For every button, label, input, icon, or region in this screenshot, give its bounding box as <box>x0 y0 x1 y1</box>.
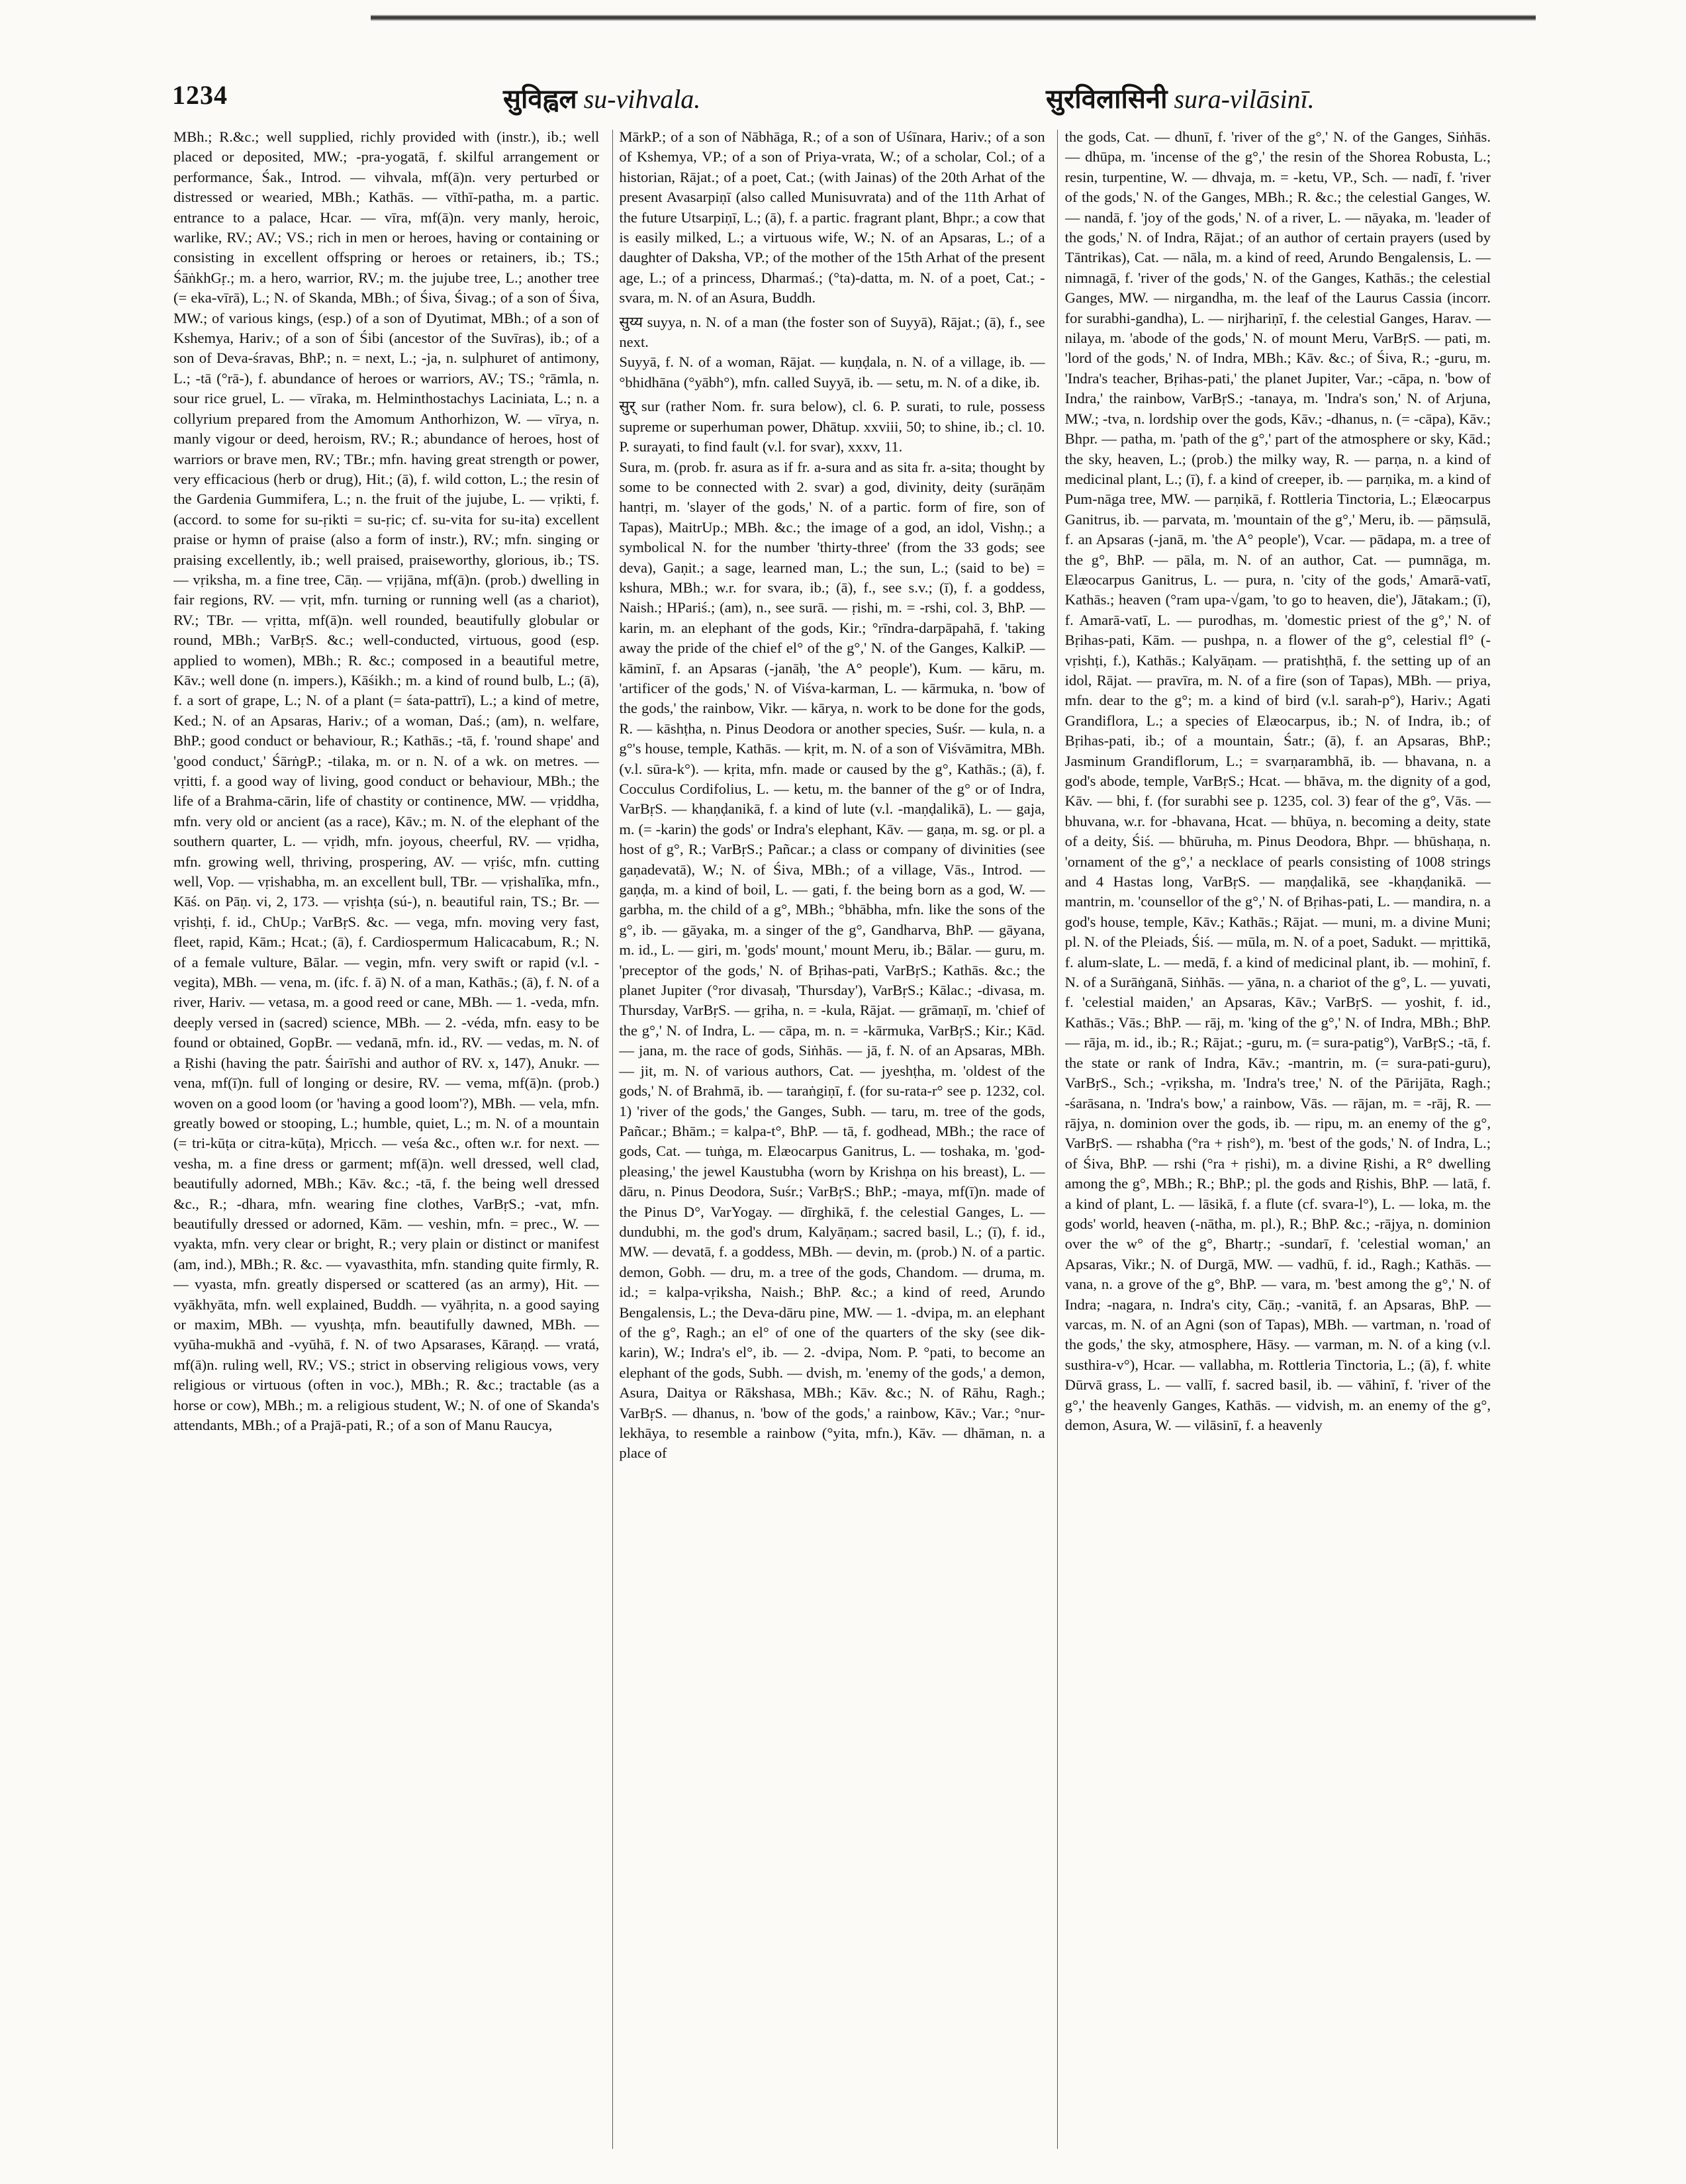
column-1-paragraph: MBh.; R.&c.; well supplied, richly provided with (instr.), ib.; well placed or deposited, MW.; -pra-yogatā, f. skilful arrangement or performance, Śak., Introd. — vihvala, mf(ā)n. very perturbed or distressed or wearied, MBh.; Kathās. — vīthī-patha, m. a partic. entrance to a palace, Hcar. — vīra, mf(ā)n. very manly, heroic, warlike, RV.; AV.; VS.; rich in men or heroes, having or containing or consisting in excellent offspring or heroes or retainers, ib.; TS.; ŚāṅkhGṛ.; m. a hero, warrior, RV.; m. the jujube tree, L.; another tree (= eka-vīrā), L.; N. of Skanda, MBh.; of Śiva, Śivag.; of a son of Śiva, MW.; of various kings, (esp.) of a son of Dyutimat, MBh.; of a son of Kshemya, Hariv.; of a son of Śibi (ancestor of the Suvīras), ib.; of a son of Deva-śravas, BhP.; n. = next, L.; -ja, n. sulphuret of antimony, L.; -tā (°rā-), f. abundance of heroes or warriors, AV.; TS.; °rāmla, n. sour rice gruel, L. — vīraka, m. Helminthostachys Laciniata, L.; n. a collyrium prepared from the Amomum Anthorhizon, W. — vīrya, n. manly vigour or deed, heroism, RV.; R.; abundance of heroes, host of warriors or brave men, RV.; TBr.; mfn. having great strength or power, very efficacious (herb or drug), Hit.; (ā), f. wild cotton, L.; the resin of the Gardenia Gummifera, L.; n. the fruit of the jujube, L. — vṛikti, f. (accord. to some for su-ṛikti = su-ṛic; cf. su-vita for su-ita) excellent praise or hymn of praise (also a form of instr.), RV.; mfn. singing or praising excellently, ib.; well praised, praiseworthy, glorious, ib.; TS. — vṛiksha, m. a fine tree, Cāṇ. — vṛijāna, mf(ā)n. (prob.) dwelling in fair regions, RV. — vṛit, mfn. turning or running well (as a chariot), RV.; TBr. — vṛitta, mf(ā)n. well rounded, beautifully globular or round, MBh.; VarBṛS. &c.; well-conducted, virtuous, good (esp. applied to women), MBh.; R. &c.; composed in a beautiful metre, Kāv.; well done (n. impers.), Kāśikh.; m. a kind of round bulb, L.; (ā), f. a sort of grape, L.; N. of a plant (= śata-pattrī), L.; a kind of metre, Ked.; N. of an Apsaras, Hariv.; of a woman, Daś.; (am), n. welfare, BhP.; good conduct or behaviour, R.; Kathās.; -tā, f. 'round shape' and 'good conduct,' ŚārṅgP.; -tilaka, m. or n. N. of a wk. on metres. — vṛitti, f. a good way of living, good conduct or behaviour, MBh.; the life of a Brahma-cārin, life of chastity or continence, MW. — vṛiddha, mfn. very old or ancient (as a race), Kāv.; m. N. of the elephant of the southern quarter, L. — vṛidh, mfn. joyous, cheerful, RV. — vṛidha, mfn. growing well, thriving, prospering, AV. — vṛiśc, mfn. cutting well, Vop. — vṛishabha, m. an excellent bull, TBr. — vṛishalīka, mfn., Kāś. on Pāṇ. vi, 2, 173. — vṛishṭa (sú-), n. beautiful rain, TS.; Br. — vṛishṭi, f. id., ChUp.; VarBṛS. &c. — vega, mfn. moving very fast, fleet, rapid, Kām.; Hcat.; (ā), f. Cardiospermum Halicacabum, R.; N. of a female vulture, Bālar. — vegin, mfn. very swift or rapid (v.l. -vegita), MBh. — vena, m. (ifc. f. ā) N. of a man, Kathās.; (ā), f. N. of a river, Hariv. — vetasa, m. a good reed or cane, MBh. — 1. -veda, mfn. deeply versed in (sacred) science, MBh. — 2. -véda, mfn. easy to be found or obtained, GopBr. — vedanā, mfn. id., RV. — vedas, m. N. of a Ṛishi (having the patr. Śairīshi and author of RV. x, 147), Anukr. — vena, mf(ī)n. full of longing or desire, RV. — vema, mf(ā)n. (prob.) woven on a good loom (or 'having a good loom'?), MBh. — vela, mfn. greatly bowed or stooping, L.; humble, quiet, L.; m. N. of a mountain (= tri-kūṭa or citra-kūṭa), Mṛicch. — veśa &c., often w.r. for next. — vesha, m. a fine dress or garment; mf(ā)n. well dressed, well clad, beautifully adorned, MBh.; Kāv. &c.; -tā, f. the being well dressed &c., R.; -dhara, mfn. wearing fine clothes, VarBṛS.; -vat, mfn. beautifully dressed or adorned, Kām. — veshin, mfn. = prec., W. — vyakta, mfn. very clear or bright, R.; very plain or distinct or manifest (am, ind.), MBh.; R. &c. — vyavasthita, mfn. standing quite firmly, R. — vyasta, mfn. greatly dispersed or scattered (as an army), Hit. — vyākhyāta, mfn. well explained, Buddh. — vyāhṛita, n. a good saying or maxim, MBh. — vyushṭa, mfn. beautifully dawned, MBh. — vyūha-mukhā and -vyūhā, f. N. of two Apsarases, Kāraṇḍ. — vratá, mf(ā)n. ruling well, RV.; VS.; strict in observing religious vows, very religious or virtuous (often in voc.), MBh.; R. &c.; tractable (as a horse or cow), MBh.; m. a religious student, W.; N. of one of Skanda's attendants, MBh.; of a Prajā-pati, R.; of a son of Manu Raucya, <box>173 128 600 1433</box>
entry-sur: सुर् sur (rather Nom. fr. sura below), cl. 6. P. surati, to rule, possess supreme or superhuman power, Dhātup. xxviii, 50; to shine, ib.; cl. 10. P. surayati, to find fault (v.l. for svar), xxxv, 11. <box>619 398 1045 455</box>
page-number: 1234 <box>172 80 228 110</box>
column-3 <box>1065 127 1491 2153</box>
header-right-devanagari: सुरविलासिनी <box>1046 84 1168 114</box>
entry-sura: Sura, m. (prob. fr. asura as if fr. a-sura and as sita fr. a-sita; thought by some to be connected with 2. svar) a god, divinity, deity (surāṇām hantṛi, m. 'slayer of the gods,' N. of a partic. form of fire, son of Tapas), MaitrUp.; MBh. &c.; the image of a god, an idol, Vishṇ.; a symbolical N. for the number 'thirty-three' (from the 33 gods; see deva), Gaṇit.; a sage, learned man, L.; the sun, L.; (said to be) = kshura, MBh.; w.r. for svara, ib.; (ā), f., see s.v.; (ī), f. a goddess, Naish.; HPariś.; (am), n., see surā. — ṛishi, m. = -rshi, col. 3, BhP. — karin, m. an elephant of the gods, Kir.; °rīndra-darpāpahā, f. 'taking away the pride of the chief el° of the g°,' N. of the Ganges, KalkiP. — kāminī, f. an Apsaras (-janāḥ, 'the A° people'), Kum. — kāru, m. 'artificer of the gods,' N. of Viśva-karman, L. — kārmuka, n. 'bow of the gods,' the rainbow, Vikr. — kārya, n. work to be done for the gods, R. — kāshṭha, n. Pinus Deodora or another species, Suśr. — kula, n. a g°'s house, temple, Kathās. — kṛit, m. N. of a son of Viśvāmitra, MBh. (v.l. sūra-k°). — kṛita, mfn. made or caused by the g°, Kathās.; (ā), f. Cocculus Cordifolius, L. — ketu, m. the banner of the g° or of Indra, VarBṛS. — khaṇḍanikā, f. a kind of lute (v.l. -maṇḍalikā), L. — gaja, m. (= -karin) the gods' or Indra's elephant, Kāv. — gaṇa, m. sg. or pl. a host of g°, R.; VarBṛS.; Pañcar.; a class or company of divinities (see gaṇadevatā), W.; N. of Śiva, MBh.; of a village, Vās., Introd. — gaṇḍa, m. a kind of boil, L. — gati, f. the being born as a god, W. — garbha, m. the child of a g°, MBh.; °bhābha, mfn. like the sons of the g°, ib. — gāyaka, m. a singer of the g°, Gandharva, BhP. — gāyana, m. id., L. — giri, m. 'gods' mount,' mount Meru, ib.; Bālar. — guru, m. 'preceptor of the gods,' N. of Bṛihas-pati, VarBṛS.; Kathās. &c.; the planet Jupiter (°ror divasaḥ, 'Thursday'), VarBṛS.; Kālac.; -divasa, m. Thursday, VarBṛS. — gṛiha, n. = -kula, Rājat. — grāmaṇī, m. 'chief of the g°,' N. of Indra, L. — cāpa, m. n. = -kārmuka, VarBṛS.; Kir.; Kād. — jana, m. the race of gods, Siṅhās. — jā, f. N. of an Apsaras, MBh. — jit, m. N. of various authors, Cat. — jyeshṭha, m. 'oldest of the gods,' N. of Brahmā, ib. — taraṅgiṇī, f. (for su-rata-r° see p. 1232, col. 1) 'river of the gods,' the Ganges, Subh. — taru, m. tree of the gods, Pañcar.; Bhām.; = kalpa-t°, BhP. — tā, f. godhead, MBh.; the race of gods, Cat. — tuṅga, m. Elæocarpus Ganitrus, L. — toshaka, m. 'god-pleasing,' the jewel Kaustubha (worn by Krishṇa on his breast), L. — dāru, n. Pinus Deodora, Suśr.; VarBṛS.; BhP.; -maya, mf(ī)n. made of the Pinus D°, VarYogay. — dīrghikā, f. the celestial Ganges, L. — dundubhi, m. the god's drum, Kalyāṇam.; sacred basil, L.; (ī), f. id., MW. — devatā, f. a goddess, MBh. — devin, m. (prob.) N. of a partic. demon, Gobh. — dru, m. a tree of the gods, Chandom. — druma, m. id.; = kalpa-vṛiksha, Naish.; BhP. &c.; a kind of reed, Arundo Bengalensis, L.; the Deva-dāru pine, MW. — 1. -dvipa, m. an elephant of the g°, Ragh.; an el° of one of the quarters of the sky (see dik-karin), W.; Indra's el°, ib. — 2. -dvipa, Nom. P. °pati, to become an elephant of the gods, Subh. — dvish, m. 'enemy of the gods,' a demon, Asura, Daitya or Rākshasa, MBh.; Kāv. &c.; N. of Rāhu, Ragh.; VarBṛS. — dhanus, n. 'bow of the gods,' a rainbow, Kāv.; Var.; °nur-lekhāya, to resemble a rainbow (°yita, mfn.), Kāv. — dhāman, n. a place of <box>619 458 1045 1462</box>
dictionary-columns <box>173 127 1491 2153</box>
header-left-devanagari: सुविह्वल <box>503 84 577 114</box>
header-right-headword <box>1046 79 1315 116</box>
page-header <box>172 79 1496 119</box>
header-left-headword <box>503 79 700 116</box>
column-2-paragraph: MārkP.; of a son of Nābhāga, R.; of a son of Uśīnara, Hariv.; of a son of Kshemya, VP.; of a son of Priya-vrata, W.; of a scholar, Col.; of a historian, Rājat.; of a poet, Cat.; (with Jainas) of the 20th Arhat of the present Avasarpiṇī (also called Munisuvrata) and of the 11th Arhat of the future Utsarpiṇī, L.; (ā), f. a partic. fragrant plant, Bhpr.; a cow that is easily milked, L.; a virtuous wife, W.; N. of an Apsaras, L.; of a daughter of Daksha, VP.; of the mother of the 15th Arhat of the present age, L.; of a princess, Dharmaś.; (°ta)-datta, m. N. of a poet, Cat.; -svara, m. N. of an Asura, Buddh. <box>619 128 1045 307</box>
column-2 <box>619 127 1045 2153</box>
header-left-iast: su-vihvala. <box>583 84 701 114</box>
entry-suyyaa: Suyyā, f. N. of a woman, Rājat. — kuṇḍala, n. N. of a village, ib. — °bhidhāna (°yābh°), mfn. called Suyyā, ib. — setu, m. N. of a dike, ib. <box>619 354 1045 391</box>
top-rule <box>371 15 1536 21</box>
column-3-paragraph: the gods, Cat. — dhunī, f. 'river of the g°,' N. of the Ganges, Siṅhās. — dhūpa, m. 'incense of the g°,' the resin of the Shorea Robusta, L.; resin, turpentine, W. — dhvaja, m. = -ketu, VP., Sch. — nadī, f. 'river of the gods,' N. of the Ganges, MBh.; R. &c.; the celestial Ganges, W. — nandā, f. 'joy of the gods,' N. of a river, L. — nāyaka, m. 'leader of the gods,' N. of Indra, Rājat.; of an author of certain prayers (used by Tāntrikas), Cat. — nāla, m. a kind of reed, Arundo Bengalensis, L. — nimnagā, f. 'river of the gods,' N. of the Ganges, Kathās.; the celestial Ganges, MW. — nirgandha, m. the leaf of the Laurus Cassia (incorr. for surabhi-gandha), L. — nirjhariṇī, f. the celestial Ganges, Harav. — nilaya, m. 'abode of the gods,' N. of mount Meru, VarBṛS. — pati, m. 'lord of the gods,' N. of Indra, MBh.; Kāv. &c.; of Śiva, R.; -guru, m. 'Indra's teacher, Bṛihas-pati,' the planet Jupiter, Var.; -cāpa, n. 'bow of Indra,' the rainbow, VarBṛS.; -tanaya, m. 'Indra's son,' N. of Arjuna, MW.; -tva, n. lordship over the gods, Kāv.; -dhanus, n. (= -cāpa), Kāv.; Bhpr. — patha, m. 'path of the g°,' part of the atmosphere or sky, Kād.; the sky, heaven, L.; (prob.) the milky way, R. — parṇa, n. a kind of medicinal plant, L.; (ī), f. a kind of creeper, ib. — parṇika, m. a kind of Pum-nāga tree, MW. — parṇikā, f. Rottleria Tinctoria, L.; Elæocarpus Ganitrus, ib. — parvata, m. 'mountain of the g°,' Meru, ib. — pāṃsulā, f. an Apsaras (-janā, m. 'the A° people'), Vcar. — pādapa, m. a tree of the g°, BhP. — pāla, m. N. of an author, Cat. — pumnāga, m. Elæocarpus Ganitrus, L. — pura, n. 'city of the gods,' Amarā-vatī, Kathās.; heaven (°ram upa-√gam, 'to go to heaven, die'), Jātakam.; (ī), f. Amarā-vatī, L. — purodhas, m. 'domestic priest of the g°,' N. of Bṛihas-pati, Kām. — pushpa, n. a flower of the g°, celestial fl° (-vṛishṭi, f.), Kathās.; Kalyāṇam. — pratishṭhā, f. the setting up of an idol, Rājat. — pravīra, m. N. of a fire (son of Tapas), MBh. — priya, mfn. dear to the g°; m. a kind of bird (v.l. sarah-p°), Hariv.; Agati Grandiflora, L.; a species of Elæocarpus, ib.; N. of Indra, ib.; of Bṛihas-pati, ib.; of a mountain, Śatr.; (ā), f. an Apsaras, BhP.; Jasminum Grandiflorum, L.; = svarṇarambhā, ib. — bhavana, n. a god's abode, temple, VarBṛS.; Hcat. — bhāva, m. the dignity of a god, Kāv. — bhi, f. (for surabhi see p. 1235, col. 3) fear of the g°, Vās. — bhuvana, w.r. for -bhavana, Hcat. — bhūya, n. becoming a deity, state of a deity, Śiś. — bhūruha, m. Pinus Deodora, Bhpr. — bhūshaṇa, n. 'ornament of the g°,' a necklace of pearls consisting of 1008 strings and 4 Hastas long, VarBṛS. — maṇḍalikā, see -khaṇḍanikā. — mantrin, m. 'counsellor of the g°,' N. of Bṛihas-pati, L. — mandira, n. a god's house, temple, Kāv.; Kathās.; Rājat. — muni, m. a divine Muni; pl. N. of the Pleiads, Śiś. — mūla, m. N. of a poet, Sadukt. — mṛittikā, f. alum-slate, L. — medā, f. a kind of medicinal plant, ib. — mohinī, f. N. of a Surāṅganā, Siṅhās. — yāna, n. a chariot of the g°, L. — yuvati, f. 'celestial maiden,' an Apsaras, Kāv.; VarBṛS. — yoshit, f. id., Kathās.; Vās.; BhP. — rāj, m. 'king of the g°,' N. of Indra, MBh.; BhP. — rāja, m. id., ib.; R.; Rājat.; -guru, m. (= sura-patig°), VarBṛS.; -tā, f. the state or rank of Indra, Kāv.; -mantrin, m. (= sura-pati-guru), VarBṛS., Sch.; -vṛiksha, m. 'Indra's tree,' N. of the Pārijāta, Ragh.; -śarāsana, n. 'Indra's bow,' a rainbow, Vās. — rājan, m. = -rāj, R. — rājya, n. dominion over the gods, ib. — ripu, m. an enemy of the g°, VarBṛS. — rshabha (°ra + ṛish°), m. 'best of the gods,' N. of Indra, L.; of Śiva, BhP. — rshi (°ra + ṛishi), m. a divine Ṛishi, a R° dwelling among the g°, MBh.; R.; BhP.; pl. the gods and Ṛishis, BhP. — latā, f. a kind of plant, L. — lāsikā, f. a flute (cf. svara-l°), L. — loka, m. the gods' world, heaven (-nātha, m. pl.), R.; BhP. &c.; -rājya, n. dominion over the w° of the g°, Bhartṛ.; -sundarī, f. 'celestial woman,' an Apsaras, Vikr.; N. of Durgā, MW. — vadhū, f. id., Ragh.; Kathās. — vana, n. a grove of the g°, BhP. — vara, m. 'best among the g°,' N. of Indra; -nagara, n. Indra's city, Cāṇ.; -vanitā, f. an Apsaras, BhP. — varcas, m. N. of an Agni (son of Tapas), MBh. — vartman, n. 'road of the gods,' the sky, atmosphere, Hāsy. — varman, m. N. of a king (v.l. susthira-v°), Hcar. — vallabha, m. Rottleria Tinctoria, L.; (ā), f. white Dūrvā grass, L. — vallī, f. sacred basil, ib. — vāhinī, f. 'river of the g°,' the heavenly Ganges, Kathās. — vidvish, m. an enemy of the g°, demon, Asura, W. — vilāsinī, f. a heavenly <box>1064 128 1491 1433</box>
header-right-iast: sura-vilāsinī. <box>1174 84 1315 114</box>
column-1 <box>173 127 599 2153</box>
entry-suyya: सुय्य suyya, n. N. of a man (the foster son of Suyyā), Rājat.; (ā), f., see next. <box>619 313 1045 351</box>
